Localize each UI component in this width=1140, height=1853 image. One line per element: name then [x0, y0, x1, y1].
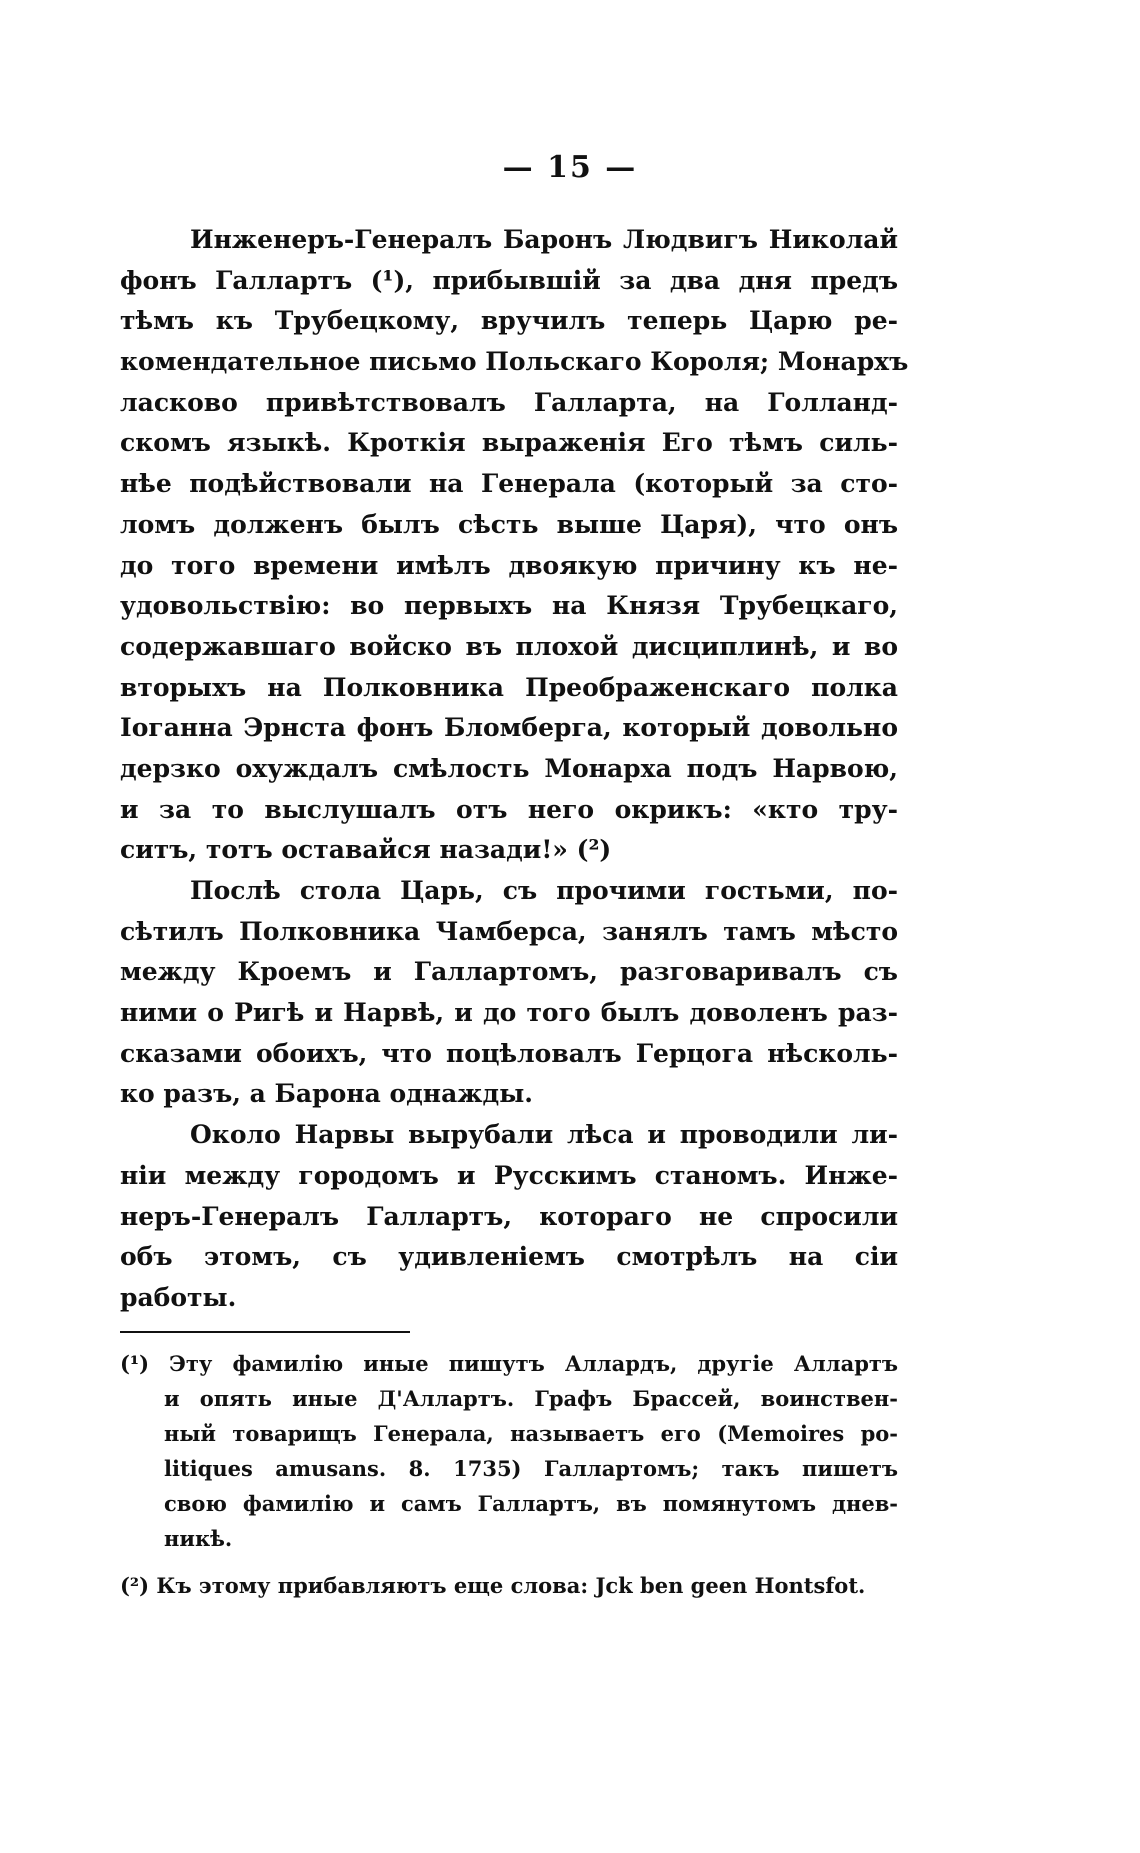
text-line: комендательное письмо Польскаго Короля; Монархъ	[120, 347, 909, 377]
text-line: ломъ долженъ былъ сѣсть выше Царя), что онъ	[120, 509, 898, 539]
text-line: удовольствію: во первыхъ на Князя Трубецкаго,	[120, 591, 898, 621]
footnote-line: (²) Къ этому прибавляютъ еще слова: Jck ben geen Hontsfot.	[120, 1573, 866, 1598]
text-line: сѣтилъ Полковника Чамберса, занялъ тамъ мѣсто	[120, 916, 898, 946]
footnote-line: никѣ.	[164, 1526, 233, 1551]
text-line: объ этомъ, съ удивленіемъ смотрѣлъ на сіи	[120, 1242, 898, 1272]
text-line: между Кроемъ и Галлартомъ, разговаривалъ съ	[120, 957, 898, 987]
text-line: вторыхъ на Полковника Преображенскаго полка	[120, 672, 898, 702]
main-text	[120, 220, 909, 1319]
footnote-line: и опять иные Д'Аллартъ. Графъ Брассей, воинствен-	[164, 1386, 898, 1411]
text-line: работы.	[120, 1282, 237, 1312]
text-line: нѣе подѣйствовали на Генерала (который за сто-	[120, 469, 898, 499]
paragraph-1	[120, 220, 909, 871]
footnote-1	[120, 1346, 898, 1556]
text-line: до того времени имѣлъ двоякую причину къ не-	[120, 550, 898, 580]
text-line: ситъ, тотъ оставайся назади!» (²)	[120, 835, 612, 865]
footnotes	[120, 1346, 898, 1603]
text-line: Инженеръ-Генералъ Баронъ Людвигъ Николай	[190, 225, 898, 254]
footnote-line: (¹) Эту фамилію иные пишутъ Аллардъ, другіе Аллартъ	[120, 1351, 898, 1376]
text-line: ніи между городомъ и Русскимъ станомъ. Инже-	[120, 1160, 898, 1190]
text-line: дерзко охуждалъ смѣлость Монарха подъ Нарвою,	[120, 753, 898, 783]
footnote-2	[120, 1568, 898, 1603]
text-line: Іоганна Эрнста фонъ Бломберга, который довольно	[120, 713, 898, 743]
text-line: содержавшаго войско въ плохой дисциплинѣ, и во	[120, 631, 898, 661]
page-number: — 15 —	[502, 150, 638, 185]
text-line: скомъ языкѣ. Кроткія выраженія Его тѣмъ силь-	[120, 428, 898, 458]
text-line: и за то выслушалъ отъ него окрикъ: «кто тру-	[120, 794, 898, 824]
text-line: фонъ Галлартъ (¹), прибывшій за два дня предъ	[120, 265, 898, 295]
footnote-line: ный товарищъ Генерала, называетъ его (Memoires po-	[164, 1421, 898, 1446]
text-line: ласково привѣтствовалъ Галларта, на Голланд-	[120, 387, 898, 417]
paragraph-2	[120, 871, 898, 1115]
text-line: ними о Ригѣ и Нарвѣ, и до того былъ доволенъ раз-	[120, 998, 898, 1028]
text-line: неръ-Генералъ Галлартъ, котораго не спросили	[120, 1201, 898, 1231]
text-line: тѣмъ къ Трубецкому, вручилъ теперь Царю ре-	[120, 306, 898, 336]
footnote-line: litiques amusans. 8. 1735) Галлартомъ; такъ пишетъ	[164, 1456, 898, 1481]
paragraph-3	[120, 1115, 898, 1318]
text-line: ко разъ, а Барона однажды.	[120, 1079, 533, 1109]
text-line: сказами обоихъ, что поцѣловалъ Герцога нѣсколь-	[120, 1038, 898, 1068]
footnote-divider	[120, 1331, 410, 1333]
text-line: Около Нарвы вырубали лѣса и проводили ли-	[190, 1120, 898, 1150]
footnote-line: свою фамилію и самъ Галлартъ, въ помянутомъ днев-	[164, 1491, 898, 1516]
text-line: Послѣ стола Царь, съ прочими гостьми, по-	[190, 876, 898, 905]
